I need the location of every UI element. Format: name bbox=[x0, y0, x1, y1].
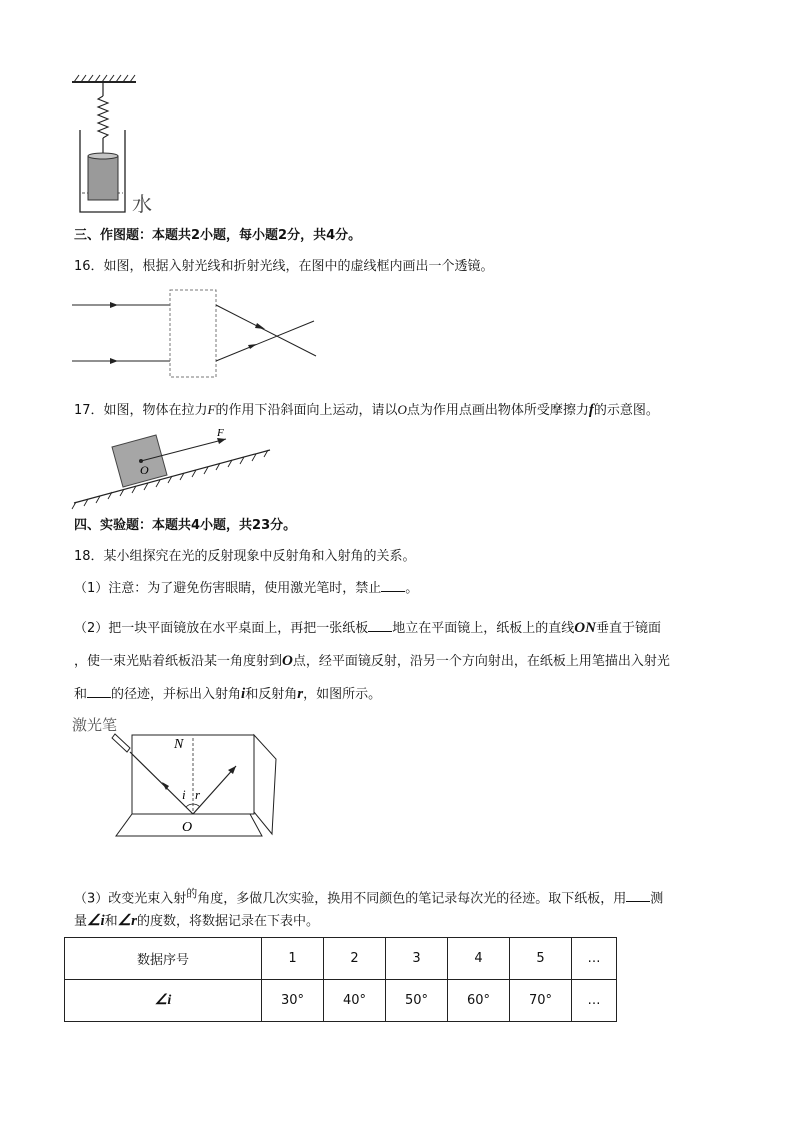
q18-part2-line1 bbox=[74, 618, 661, 639]
table-cell: 30° bbox=[262, 980, 324, 1022]
q18-part1 bbox=[74, 579, 418, 599]
reflection-N-label: N bbox=[174, 737, 184, 752]
incline-figure bbox=[72, 425, 277, 510]
question-16: 16．如图，根据入射光线和折射光线，在图中的虚线框内画出一个透镜。 bbox=[74, 259, 494, 274]
table-cell-header-label: 数据序号 bbox=[65, 938, 262, 980]
q18-i: i bbox=[241, 686, 246, 702]
spring-water-figure bbox=[60, 72, 170, 217]
q18-p3-b: 角度，多做几次实验，换用不同颜色的笔记录每次光的径迹。取下纸板，用 bbox=[197, 891, 627, 907]
q18-part3-line2 bbox=[74, 911, 319, 932]
table-cell: 4 bbox=[448, 938, 510, 980]
q18-p1-text: （1）注意：为了避免伤害眼睛，使用激光笔时，禁止 bbox=[74, 581, 382, 596]
table-cell: 5 bbox=[510, 938, 572, 980]
q18-O: O bbox=[282, 653, 293, 669]
question-17 bbox=[74, 400, 659, 421]
q17-text-b: 的作用下沿斜面向上运动，请以 bbox=[215, 403, 398, 418]
table-cell: 60° bbox=[448, 980, 510, 1022]
section-4-heading: 四、实验题：本题共4小题，共23分。 bbox=[74, 518, 297, 533]
q18-part3-line1 bbox=[74, 884, 663, 909]
table-row-header bbox=[65, 938, 617, 980]
table-cell: 50° bbox=[386, 980, 448, 1022]
reflection-figure bbox=[110, 732, 280, 838]
q18-p2-line3-a: 和 bbox=[74, 687, 88, 702]
q17-text-d: 的示意图。 bbox=[593, 403, 659, 418]
table-row-angle-i bbox=[65, 980, 617, 1022]
q18-p2-line3-b: 的径迹，并标出入射角 bbox=[111, 687, 242, 702]
q18-p3-line2-c: 的度数，将数据记录在下表中。 bbox=[136, 914, 319, 929]
answer-blank-1[interactable] bbox=[381, 579, 405, 592]
q18-p2-c: 垂直于镜面 bbox=[595, 621, 661, 636]
q18-p1-end: 。 bbox=[405, 581, 419, 596]
q18-p3-a: （3）改变光束入射 bbox=[74, 891, 187, 907]
q18-p3-line2-b: 和 bbox=[104, 914, 118, 929]
question-18-intro: 18．某小组探究在光的反射现象中反射角和入射角的关系。 bbox=[74, 549, 416, 564]
q17-text-c: 点为作用点画出物体所受摩擦力 bbox=[406, 403, 589, 418]
answer-blank-4[interactable] bbox=[626, 889, 650, 902]
incline-O-label: O bbox=[140, 463, 149, 477]
water-label: 水 bbox=[132, 192, 152, 216]
table-cell: 40° bbox=[324, 980, 386, 1022]
q18-p2-line3-c: 和反射角 bbox=[245, 687, 298, 702]
angle-i-label: ∠i bbox=[87, 913, 105, 929]
q18-part2-line2 bbox=[74, 651, 670, 672]
reflection-O-label: O bbox=[182, 820, 193, 835]
q18-ON: ON bbox=[574, 620, 596, 636]
q18-part2-line3 bbox=[74, 684, 381, 705]
laser-pen-label: 激光笔 bbox=[72, 716, 118, 734]
table-cell: 70° bbox=[510, 980, 572, 1022]
q18-p3-c: 测 bbox=[650, 891, 664, 907]
q18-p3-line2-a: 量 bbox=[74, 914, 88, 929]
section-3-heading: 三、作图题：本题共2小题，每小题2分，共4分。 bbox=[74, 228, 362, 243]
answer-blank-2[interactable] bbox=[368, 619, 392, 632]
reflection-i-label: i bbox=[182, 787, 186, 802]
q18-p2-line2-b: 点，经平面镜反射，沿另一个方向射出，在纸板上用笔描出入射光 bbox=[292, 654, 670, 669]
answer-blank-3[interactable] bbox=[87, 685, 111, 698]
table-cell: … bbox=[572, 938, 617, 980]
q18-p2-line2-a: ，使一束光贴着纸板沿某一角度射到 bbox=[74, 654, 283, 669]
table-cell: 2 bbox=[324, 938, 386, 980]
table-cell: … bbox=[572, 980, 617, 1022]
angle-r-label: ∠r bbox=[117, 913, 137, 929]
q18-r: r bbox=[297, 686, 304, 702]
data-table bbox=[64, 937, 617, 1022]
q18-p3-de: 的 bbox=[186, 887, 198, 900]
q18-p2-a: （2）把一块平面镜放在水平桌面上，再把一张纸板 bbox=[74, 621, 369, 636]
q17-text-a: 17．如图，物体在拉力 bbox=[74, 403, 208, 418]
reflection-r-label: r bbox=[195, 787, 201, 802]
q17-O: O bbox=[397, 402, 407, 417]
table-cell: 1 bbox=[262, 938, 324, 980]
q17-F: F bbox=[207, 402, 216, 417]
q17-f: f bbox=[588, 402, 594, 418]
q18-p2-b: 地立在平面镜上，纸板上的直线 bbox=[392, 621, 575, 636]
table-cell: 3 bbox=[386, 938, 448, 980]
q18-p2-line3-d: ，如图所示。 bbox=[303, 687, 382, 702]
incline-F-label: F bbox=[217, 427, 224, 439]
table-cell-angle-label: ∠i bbox=[65, 980, 262, 1022]
lens-figure bbox=[72, 288, 332, 380]
